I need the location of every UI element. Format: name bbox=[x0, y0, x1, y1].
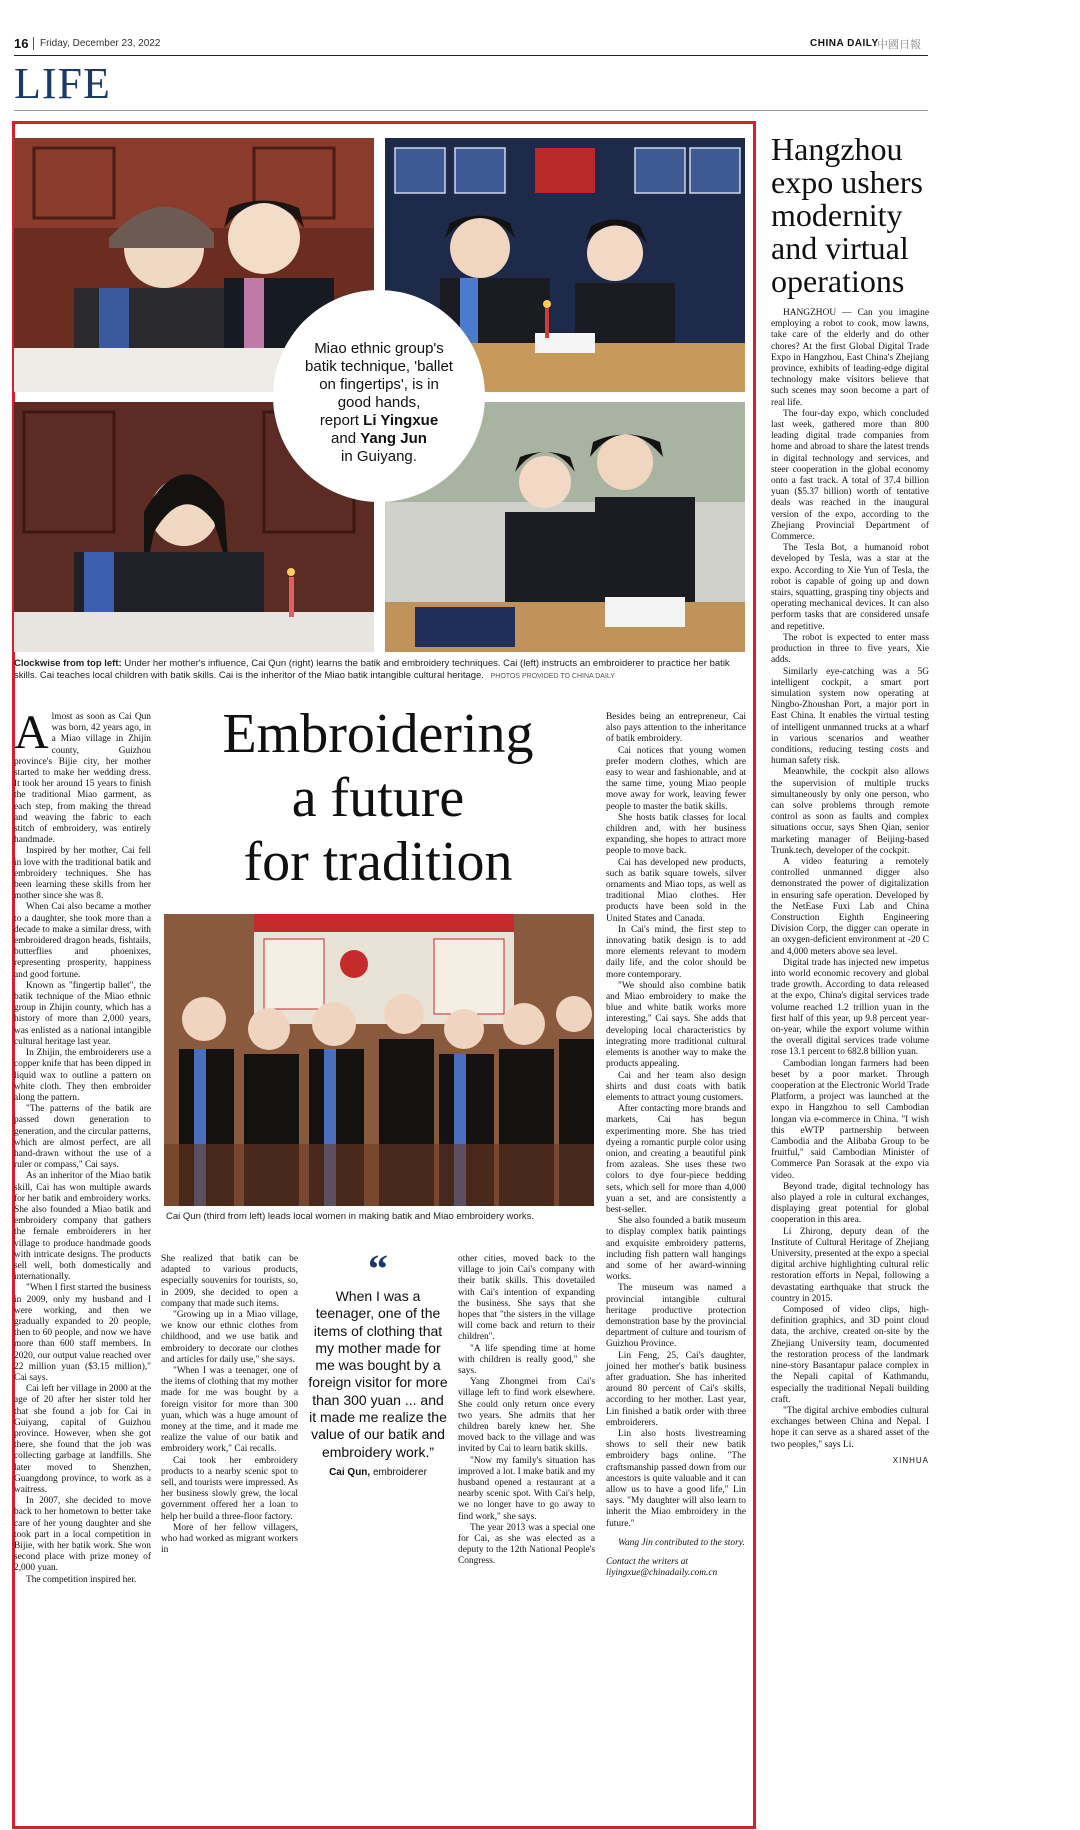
paragraph: Cai notices that young women prefer modern clothes, which are easy to wear and fashionable, and at the same time, young Miao people move away for work, leaving fewer people to master the batik skills. bbox=[606, 745, 746, 812]
blurb-author-2: Yang Jun bbox=[360, 430, 427, 447]
blurb-line: batik technique, 'ballet bbox=[305, 358, 453, 375]
paragraph: In 2007, she decided to move back to her hometown to better take care of her young daughter and she took part in a local competition in Bijie, with her batik work. She won second place with prize money of 2,000 yuan. bbox=[14, 1496, 151, 1574]
blurb-author-1: Li Yingxue bbox=[363, 412, 439, 429]
paragraph: other cities, moved back to the village to join Cai's company with their batik skills. This dovetailed with Cai's intention of expanding the business. She says that she hopes that "the sisters in the village will come back and return to their children". bbox=[458, 1254, 595, 1343]
contact-email[interactable]: liyingxue@chinadaily.com.cn bbox=[606, 1568, 718, 1579]
blurb-and: and bbox=[331, 430, 361, 447]
paragraph: When Cai also became a mother to a daughter, she took more than a decade to make a similar dress, with embroidered dragon heads, fishtails, butterflies and phoenixes, representing prosperity, happiness and good fortune. bbox=[14, 902, 151, 980]
paragraph: Similarly eye-catching was a 5G intelligent cockpit, a smart port simulation system now operating at Ningbo-Zhoushan Port, a major port in East China. It enables the virtual testing of intelligent unmanned trucks at a wharf in various scenarios and weather conditions, reducing testing costs and human safety risk. bbox=[771, 666, 929, 767]
pullquote-role: embroiderer bbox=[370, 1466, 427, 1478]
paragraph: Besides being an entrepreneur, Cai also pays attention to the inheritance of batik embroidery. bbox=[606, 712, 746, 745]
photo-group bbox=[164, 914, 594, 1206]
blurb-report: report bbox=[319, 412, 364, 429]
frame-bottom bbox=[12, 1826, 756, 1829]
paragraph: The four-day expo, which concluded last week, gathered more than 800 leading digital trade companies from home and abroad to share the latest trends in digital technology and services, and steer cooperation in the global economy onto a fast track. A total of 37.4 billion yuan ($5.37 billion) worth of tentative deals was reached in the inaugural version of the expo, according to the Zhejiang Provincial Department of Commerce. bbox=[771, 408, 929, 543]
sidebar-headline-line: and virtual bbox=[771, 230, 909, 266]
paragraph: The competition inspired her. bbox=[26, 1574, 137, 1585]
paragraph: After contacting more brands and markets, Cai has begun experimenting more. She has tried dyeing a romantic purple color using onion, and creating a beautiful pink from azaleas. She uses these two colors to dye four-piece bedding sets, which sell for more than 4,000 yuan a set, and are consistently a best-seller. bbox=[606, 1104, 746, 1215]
pullquote-text: When I was a teenager, one of the items of clothing that my mother made for me was bought by a foreign visitor for more than 300 yuan ... and it made me realize the value of our batik and embroidery work.” bbox=[308, 1288, 448, 1460]
caption-group: Cai Qun (third from left) leads local women in making batik and Miao embroidery works. bbox=[166, 1211, 535, 1222]
sidebar-body bbox=[771, 308, 929, 1466]
paragraph: A video featuring a remotely controlled unmanned digger also demonstrated the power of digitalization in ensuring safe operation. Developed by the NetEase Fuxi Lab and China Construction Eighth Engineering Division Corp, the digger can operate in an oxygen-deficient environment at -20 C and 4,000 meters above sea level. bbox=[771, 856, 929, 957]
masthead-rule bbox=[14, 55, 928, 56]
paragraph: As an inheritor of the Miao batik skill, Cai has won multiple awards for her batik and embroidery works. She also founded a Miao batik and embroidery company that gathers the female embroiderers in her village to produce handmade goods with intricate designs. The products sell well, both domestically and internationally. bbox=[14, 1171, 151, 1283]
article-col-2 bbox=[161, 1254, 298, 1556]
paragraph: In Zhijin, the embroiderers use a copper knife that has been dipped in liquid wax to outline a pattern on white cloth. They then embroider along the pattern. bbox=[14, 1048, 151, 1103]
frame-top bbox=[12, 121, 756, 124]
paragraph: The robot is expected to enter mass production in three to five years, Xie adds. bbox=[771, 632, 929, 666]
blurb-line: Miao ethnic group's bbox=[314, 340, 444, 357]
contact-label: Contact the writers at bbox=[606, 1557, 689, 1568]
paragraph: The museum was named a provincial intangible cultural heritage productive protection demonstration base by the provincial department of culture and tourism of Guizhou Province. bbox=[606, 1283, 746, 1350]
pullquote bbox=[307, 1246, 449, 1478]
folio-divider bbox=[33, 37, 34, 50]
paragraph: She also founded a batik museum to display complex batik paintings and exquisite embroidery patterns, including fish pattern wall hangings and some of her award-winning works. bbox=[606, 1216, 746, 1283]
paragraph: Composed of video clips, high-definition graphics, and 3D point cloud data, the archive, created on-site by the Zhejiang University team, documented the restoration process of the landmark nine-story Basantapur palace complex in the Nepali capital of Kathmandu, especially the traditional Nepali building craft. bbox=[771, 1305, 929, 1405]
paragraph: She hosts batik classes for local children and, with her business expanding, she hopes to attract more people to move back. bbox=[606, 812, 746, 857]
paragraph: HANGZHOU — Can you imagine employing a robot to cook, mow lawns, take care of the elderly and do other chores? At the first Global Digital Trade Expo in Hangzhou, East China's Zhejiang province, exhibits of leading-edge digital technology make visitors believe that such scenes may soon become a part of real life. bbox=[771, 308, 929, 408]
sidebar-headline-line: Hangzhou bbox=[771, 131, 903, 167]
paragraph: In Cai's mind, the first step to innovating batik design is to add more elements relevant to modern daily life, and the color should be more contemporary. bbox=[606, 924, 746, 980]
paragraph: The Tesla Bot, a humanoid robot developed by Tesla, was a star at the expo. According to Xie Yun of Tesla, the robot is capable of going up and down stairs, squatting, grasping tiny objects and operating mechanical devices. It can also perform tasks that are considered unsafe and repetitive. bbox=[771, 543, 929, 632]
paragraph: Known as "fingertip ballet", the batik technique of the Miao ethnic group in Zhijin county, which has a history of more than 2,000 years, was enlisted as a national intangible cultural heritage last year. bbox=[14, 980, 151, 1047]
paragraph: Yang Zhongmei from Cai's village left to find work elsewhere. She could only return once every two years. She admits that her children barely knew her. She moved back to the village and was invited by Cai to learn batik skills. bbox=[458, 1377, 595, 1455]
quote-mark-icon: “ bbox=[368, 1246, 388, 1291]
paragraph: The year 2013 was a special one for Cai, as she was elected as a deputy to the 12th National People's Congress. bbox=[458, 1522, 595, 1567]
paper-name-cn: 中國日報 bbox=[877, 39, 921, 51]
photo-credit: PHOTOS PROVIDED TO CHINA DAILY bbox=[490, 673, 615, 680]
paragraph: Cai and her team also design shirts and dust coats with batik elements to attract young customers. bbox=[606, 1070, 746, 1103]
paragraph: "When I was a teenager, one of the items of clothing that my mother made for me was bought by a foreign visitor for more than 300 yuan, which was a huge amount of money at the time, and it made me realize the value of our batik and embroidery work," Cai recalls. bbox=[161, 1366, 298, 1455]
paragraph: "The patterns of the batik are passed down generation to generation, and the circular patterns, which are almost perfect, are all hand-drawn without the use of a ruler or compass," Cai says. bbox=[14, 1104, 151, 1171]
paragraph: "A life spending time at home with children is really good," she says. bbox=[458, 1343, 595, 1377]
paragraph: More of her fellow villagers, who had worked as migrant workers in bbox=[161, 1522, 298, 1556]
article-col-4 bbox=[606, 712, 746, 1579]
blurb-line: in Guiyang. bbox=[341, 448, 417, 465]
blurb-line bbox=[283, 412, 475, 430]
paragraph: "The digital archive embodies cultural exchanges between China and Nepal. I hope it can serve as a shared asset of the two peoples," says Li. bbox=[771, 1405, 929, 1450]
paragraph: Cai took her embroidery products to a nearby scenic spot to sell, and tourists were impressed. As her business slowly grew, the local government offered her a loan to help her build a three-floor factory. bbox=[161, 1455, 298, 1522]
paragraph: lmost as soon as Cai Qun was born, 42 years ago, in a Miao village in Zhijin county, Guizhou province's Bijie city, her mother started to make her wedding dress. It took her around 15 years to finish the traditional Miao garment, as each step, from making the thread and weaving the fabric to each stitch of embroidery, was entirely handmade. bbox=[14, 712, 151, 846]
page-date: Friday, December 23, 2022 bbox=[40, 38, 161, 49]
paragraph: Digital trade has injected new impetus into world economic recovery and global trade growth. According to data released at the expo, China's digital services trade volume reached 1.2 trillion yuan in the first half of this year, up 9.8 percent year-on-year, while the export volume within the overall digital services trade volume rose 13.1 percent to 682.8 billion yuan. bbox=[771, 957, 929, 1058]
frame-right bbox=[753, 121, 756, 1829]
blurb-line bbox=[283, 430, 475, 448]
headline-line: for tradition bbox=[243, 831, 513, 893]
caption-top bbox=[14, 658, 744, 683]
page-number: 16 bbox=[14, 36, 29, 51]
headline-line: Embroidering bbox=[222, 703, 534, 765]
pullquote-name: Cai Qun, bbox=[329, 1466, 371, 1478]
paragraph: "Now my family's situation has improved a lot. I make batik and my husband opened a restaurant at a nearby scenic spot. With Cai's help, we no longer have to go away to find work," she says. bbox=[458, 1455, 595, 1522]
article-col-3 bbox=[458, 1254, 595, 1568]
paragraph: "Growing up in a Miao village, we know our ethnic clothes from childhood, and we use batik and embroidery to decorate our clothes and articles for daily use," she says. bbox=[161, 1310, 298, 1365]
contributor-note: Wang Jin contributed to the story. bbox=[618, 1537, 745, 1548]
headline-line: a future bbox=[291, 767, 465, 829]
paragraph: Cambodian longan farmers had been beset by a poor market. Through cooperation at the Electronic World Trade Platform, a project was launched at the expo in Hangzhou to sell Cambodian longan via e-commerce in China. "I wish this eWTP partnership between Cambodia and the Alibaba Group to be fruitful," said Cambodian Minister of Commerce Pan Sorasak at the expo via video. bbox=[771, 1058, 929, 1181]
drop-cap: A bbox=[14, 706, 49, 759]
blurb-line: good hands, bbox=[337, 394, 421, 411]
paragraph: "We should also combine batik and Miao embroidery to make the blue and white batik works more interesting," Cai says. She adds that developing local characteristics by integrating more traditional cultural elements is another way to make the products appealing. bbox=[606, 980, 746, 1070]
paragraph: Cai left her village in 2000 at the age of 20 after her sister told her that she found a job for Cai in Guiyang, capital of Guizhou province. However, when she got there, she found that the job was collecting garbage at landfills. She later moved to Shenzhen, Guangdong province, to work as a waitress. bbox=[14, 1384, 151, 1496]
sidebar-headline-line: modernity bbox=[771, 197, 903, 233]
headline bbox=[160, 702, 596, 894]
section-rule bbox=[14, 110, 928, 111]
paragraph: She realized that batik can be adapted to various products, especially souvenirs for tourists, so, in 2009, she decided to open a company that made such items. bbox=[161, 1254, 298, 1309]
sidebar-headline-line: operations bbox=[771, 263, 905, 299]
pullquote-attribution bbox=[307, 1467, 449, 1478]
blurb-text bbox=[283, 340, 475, 466]
paper-name: CHINA DAILY bbox=[810, 38, 879, 49]
section-title: LIFE bbox=[14, 59, 111, 108]
caption-lead: Clockwise from top left: bbox=[14, 658, 122, 669]
article-col-1 bbox=[14, 706, 151, 1586]
sidebar-credit: XINHUA bbox=[892, 1455, 929, 1465]
paragraph: "When I first started the business in 2009, only my husband and I were working, and then we gradually expanded to 20 people, then to 60 people, and now we have more than 600 staff members. In 2020, our output value reached over 22 million yuan ($3.15 million)," Cai says. bbox=[14, 1283, 151, 1383]
blurb-line: on fingertips', is in bbox=[319, 376, 439, 393]
sidebar-headline-line: expo ushers bbox=[771, 164, 923, 200]
paragraph: Inspired by her mother, Cai fell in love with the traditional batik and embroidery techniques. She has been learning these skills from her mother since she was 8. bbox=[14, 846, 151, 902]
paragraph: Li Zhirong, deputy dean of the Institute of Cultural Heritage of Zhejiang University, presented at the expo a special digital archive highlighting cultural relic restoration efforts in Nepal, following a devastating earthquake that struck the country in 2015. bbox=[771, 1226, 929, 1304]
paragraph: Cai has developed new products, such as batik square towels, silver ornaments and Miao tops, as well as traditional Miao clothes. Her products have been sold in the United States and Canada. bbox=[606, 857, 746, 924]
caption-body: Under her mother's influence, Cai Qun (right) learns the batik and embroidery techniques. Cai (left) instructs an embroiderer to practice her batik skills. Cai teaches local children with batik skills. Cai is the inheritor of the Miao batik intangible cultural heritage. bbox=[14, 658, 730, 681]
sidebar-headline bbox=[771, 133, 931, 298]
paragraph: Lin Feng, 25, Cai's daughter, joined her mother's batik business after graduation. She has inherited around 80 percent of Cai's skills, according to her mother. Last year, Lin finished a batik order with three embroiderers. bbox=[606, 1350, 746, 1428]
paragraph: Beyond trade, digital technology has also played a role in cultural exchanges, displaying great potential for global cooperation in this area. bbox=[771, 1181, 929, 1226]
paragraph: Meanwhile, the cockpit also allows the supervision of multiple trucks simultaneously by only one person, who can solve problems through remote control as soon as faults and complex situations occur, says Shen Qian, senior marketing manager of Beijing-based Trunk.tech, developer of the cockpit. bbox=[771, 767, 929, 856]
paragraph: Lin also hosts livestreaming shows to sell their new batik embroidery bags online. "The craftsmanship passed down from our ancestors is quite valuable and it can allow us to have a good life," Lin says. "My daughter will also learn to inherit the Miao embroidery in the future." bbox=[606, 1429, 746, 1529]
